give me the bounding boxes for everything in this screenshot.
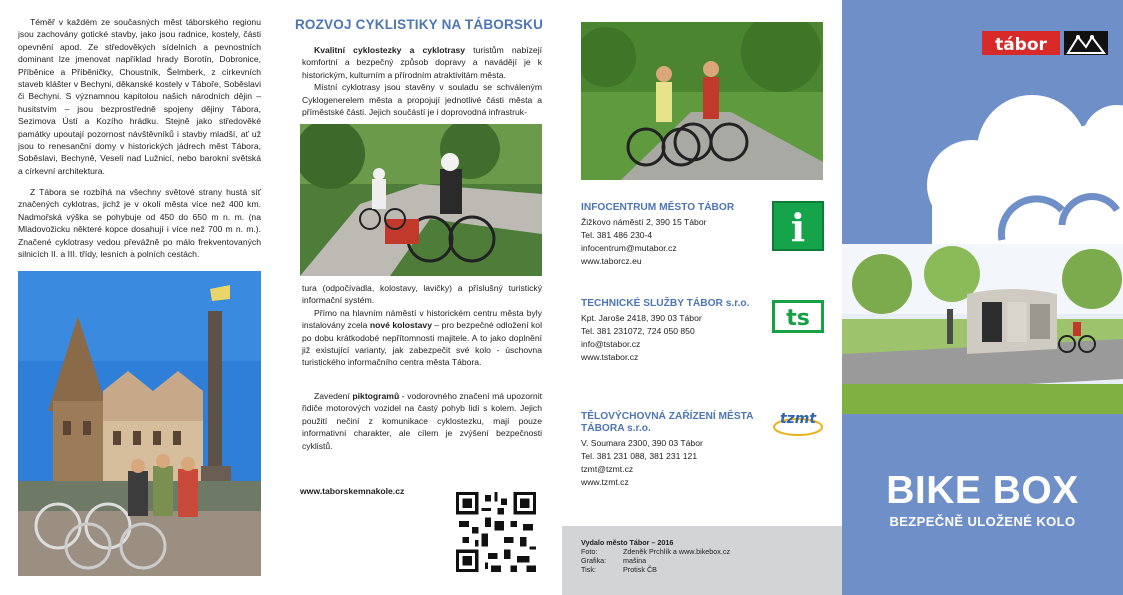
bike-box-render-photo [842, 244, 1123, 414]
history-paragraph: Téměř v každém ze současných měst táborského regionu jsou zachovány gotické stavby, jako jsou radnice, kostely, části opevnění apod. Ze středověkých sídelních a pevnostních dominant lze jmenovat například hrady Borotín, Dobronice, Příběnice a Příběničky, Choustník, Šelmberk, z církevních staveb klášter v Bechyni, děkanské kostely v Táboře, Soběslavi či Bechyni. S významnou kapitolou našich národních dějin – husitstvím – jsou bezprostředně spojeny dějiny Tábora, Sezimova Ústí a Kozího hrádku. Stejně jako středověké památky upoutají pozornost návštěvníků i stavby mladší, ať už jsou to renesanční domy v historických jádrech měst Tábora, Soběslavi, Bechyně, Veselí nad Lužnicí, nebo barokní světská a církevní architektura. [18, 17, 261, 176]
contact-title: INFOCENTRUM MĚSTO TÁBOR [581, 202, 735, 213]
contact-phone: Tel. 381 231072, 724 050 850 [581, 326, 695, 336]
cycling-routes-text [18, 186, 261, 260]
contact-phone: Tel. 381 486 230-4 [581, 230, 653, 240]
racks-start: Přímo na hlavním náměstí v historickém centru města byly instalovány zcela [302, 307, 542, 331]
tzmt-logo-text: tzmt [779, 411, 817, 427]
routes-paragraph: Z Tábora se rozbíhá na všechny světové strany hustá síť značených cyklotras, jichž je v okolí města více než 400 km. Nadmořská výška se pohybuje od 450 do 650 m n. m. (na Mladovožicku některé kopce dosahují i více než 700 m n. m.). Značené cyklotrasy vedou převážně po málo frekventovaných silnicích II. a III. třídy, lesních a polních cestách. [18, 187, 261, 260]
cover-title: BIKE BOX [886, 469, 1079, 512]
racks-bold: nové kolostavy [369, 320, 432, 331]
credit-row [581, 556, 842, 565]
contact-address: Kpt. Jaroše 2418, 390 03 Tábor [581, 313, 702, 323]
contact-email-link[interactable]: tzmt@tzmt.cz [581, 464, 634, 474]
credit-value: Protisk ČB [623, 565, 657, 574]
intro-rest: turistům nabízejí komfortní a bezpečný způsob dopravy a navádějí je k historickým, kulturním a přírodním atraktivitám města. [302, 45, 542, 80]
credit-row [581, 565, 842, 574]
published-by: Vydalo město Tábor – 2016 [581, 538, 674, 547]
local-routes-paragraph: Místní cyklotrasy jsou stavěny v souladu se schváleným Cyklogenerelem města a propojují jednotlivé části města a příměstské části. Jejich součástí je i doprovodná infrastruk- [302, 82, 542, 118]
history-text [18, 16, 261, 177]
contact-address: Žižkovo náměstí 2, 390 15 Tábor [581, 217, 707, 227]
credit-key: Foto: [581, 547, 598, 556]
pictograms-bold: piktogramů [352, 391, 400, 401]
pictograms-paragraph [302, 390, 542, 452]
info-glyph: i [790, 205, 806, 249]
panel-cover [842, 0, 1123, 595]
panel-contacts [562, 0, 842, 595]
contact-title: TĚLOVÝCHOVNÁ ZAŘÍZENÍ MĚSTA TÁBORA s.r.o. [581, 411, 754, 434]
contact-title: TECHNICKÉ SLUŽBY TÁBOR s.r.o. [581, 298, 750, 309]
infrastructure-paragraph: tura (odpočívadla, kolostavy, lavičky) a příslušný turistický informační systém. [302, 283, 542, 306]
section-heading: ROZVOJ CYKLISTIKY NA TÁBORSKU [294, 17, 544, 32]
technical-services-logo-icon [772, 300, 824, 333]
tabor-logo-icon [982, 28, 1110, 58]
contact-web-link[interactable]: www.tstabor.cz [581, 352, 639, 362]
contact-technical-services [581, 298, 781, 364]
credit-key: Grafika: [581, 556, 607, 565]
pictograms-text [302, 390, 542, 452]
town-square-photo [18, 271, 261, 576]
pictograms-rest: - vodorovného značení má upozornit řidiče motorových vozidel na častý pohyb lidí s kolem. Jejich použití nečiní z komunikace cyklostezku, mají pouze informativní charakter, ale cílem je zvýšení bezpečnosti cyklistů. [302, 391, 542, 451]
cloud-decoration-icon [842, 70, 1123, 250]
website-link[interactable]: www.taborskemnakole.cz [300, 486, 405, 496]
bold-phrase: Kvalitní cyklostezky a cyklotrasy [314, 45, 466, 55]
contact-infocentre [581, 202, 781, 268]
credit-value: mašina [623, 556, 647, 565]
contact-address: V. Soumara 2300, 390 03 Tábor [581, 438, 703, 448]
publisher-credits [562, 526, 842, 595]
credit-row [581, 547, 842, 556]
cyclists-trail-photo [300, 124, 542, 276]
credit-key: Tisk: [581, 565, 596, 574]
cover-subtitle: BEZPEČNĚ ULOŽENÉ KOLO [889, 514, 1076, 529]
panel-cycling-development [280, 0, 562, 595]
panel-history [0, 0, 280, 595]
intro-text [302, 44, 542, 118]
contact-phone: Tel. 381 231 088, 381 231 121 [581, 451, 698, 461]
cyclists-couple-photo [581, 22, 823, 180]
info-icon [772, 201, 824, 251]
contact-email-link[interactable]: info@tstabor.cz [581, 339, 641, 349]
contact-web-link[interactable]: www.taborcz.eu [581, 256, 642, 266]
qr-code-icon [456, 492, 536, 572]
contact-sports-facilities [581, 411, 781, 489]
bike-racks-paragraph [302, 307, 542, 369]
racks-rest: – pro bezpečné odložení kol po dobu krátkodobé nepřítomnosti majitele. A to jako doplnění již existující varianty, jak zabezpečit své kolo - úschovna turistického informačního centra města Tábora. [302, 320, 542, 368]
tabor-logo-text: tábor [995, 35, 1047, 55]
pictograms-start: Zavedení [314, 391, 353, 401]
contact-web-link[interactable]: www.tzmt.cz [581, 477, 629, 487]
intro-paragraph [302, 44, 542, 81]
contact-email-link[interactable]: infocentrum@mutabor.cz [581, 243, 677, 253]
credit-value: Zdeněk Prchlík a www.bikebox.cz [623, 547, 731, 556]
infrastructure-text [302, 282, 542, 369]
tzmt-logo-icon [772, 405, 824, 437]
ts-logo-text: ts [786, 306, 810, 331]
